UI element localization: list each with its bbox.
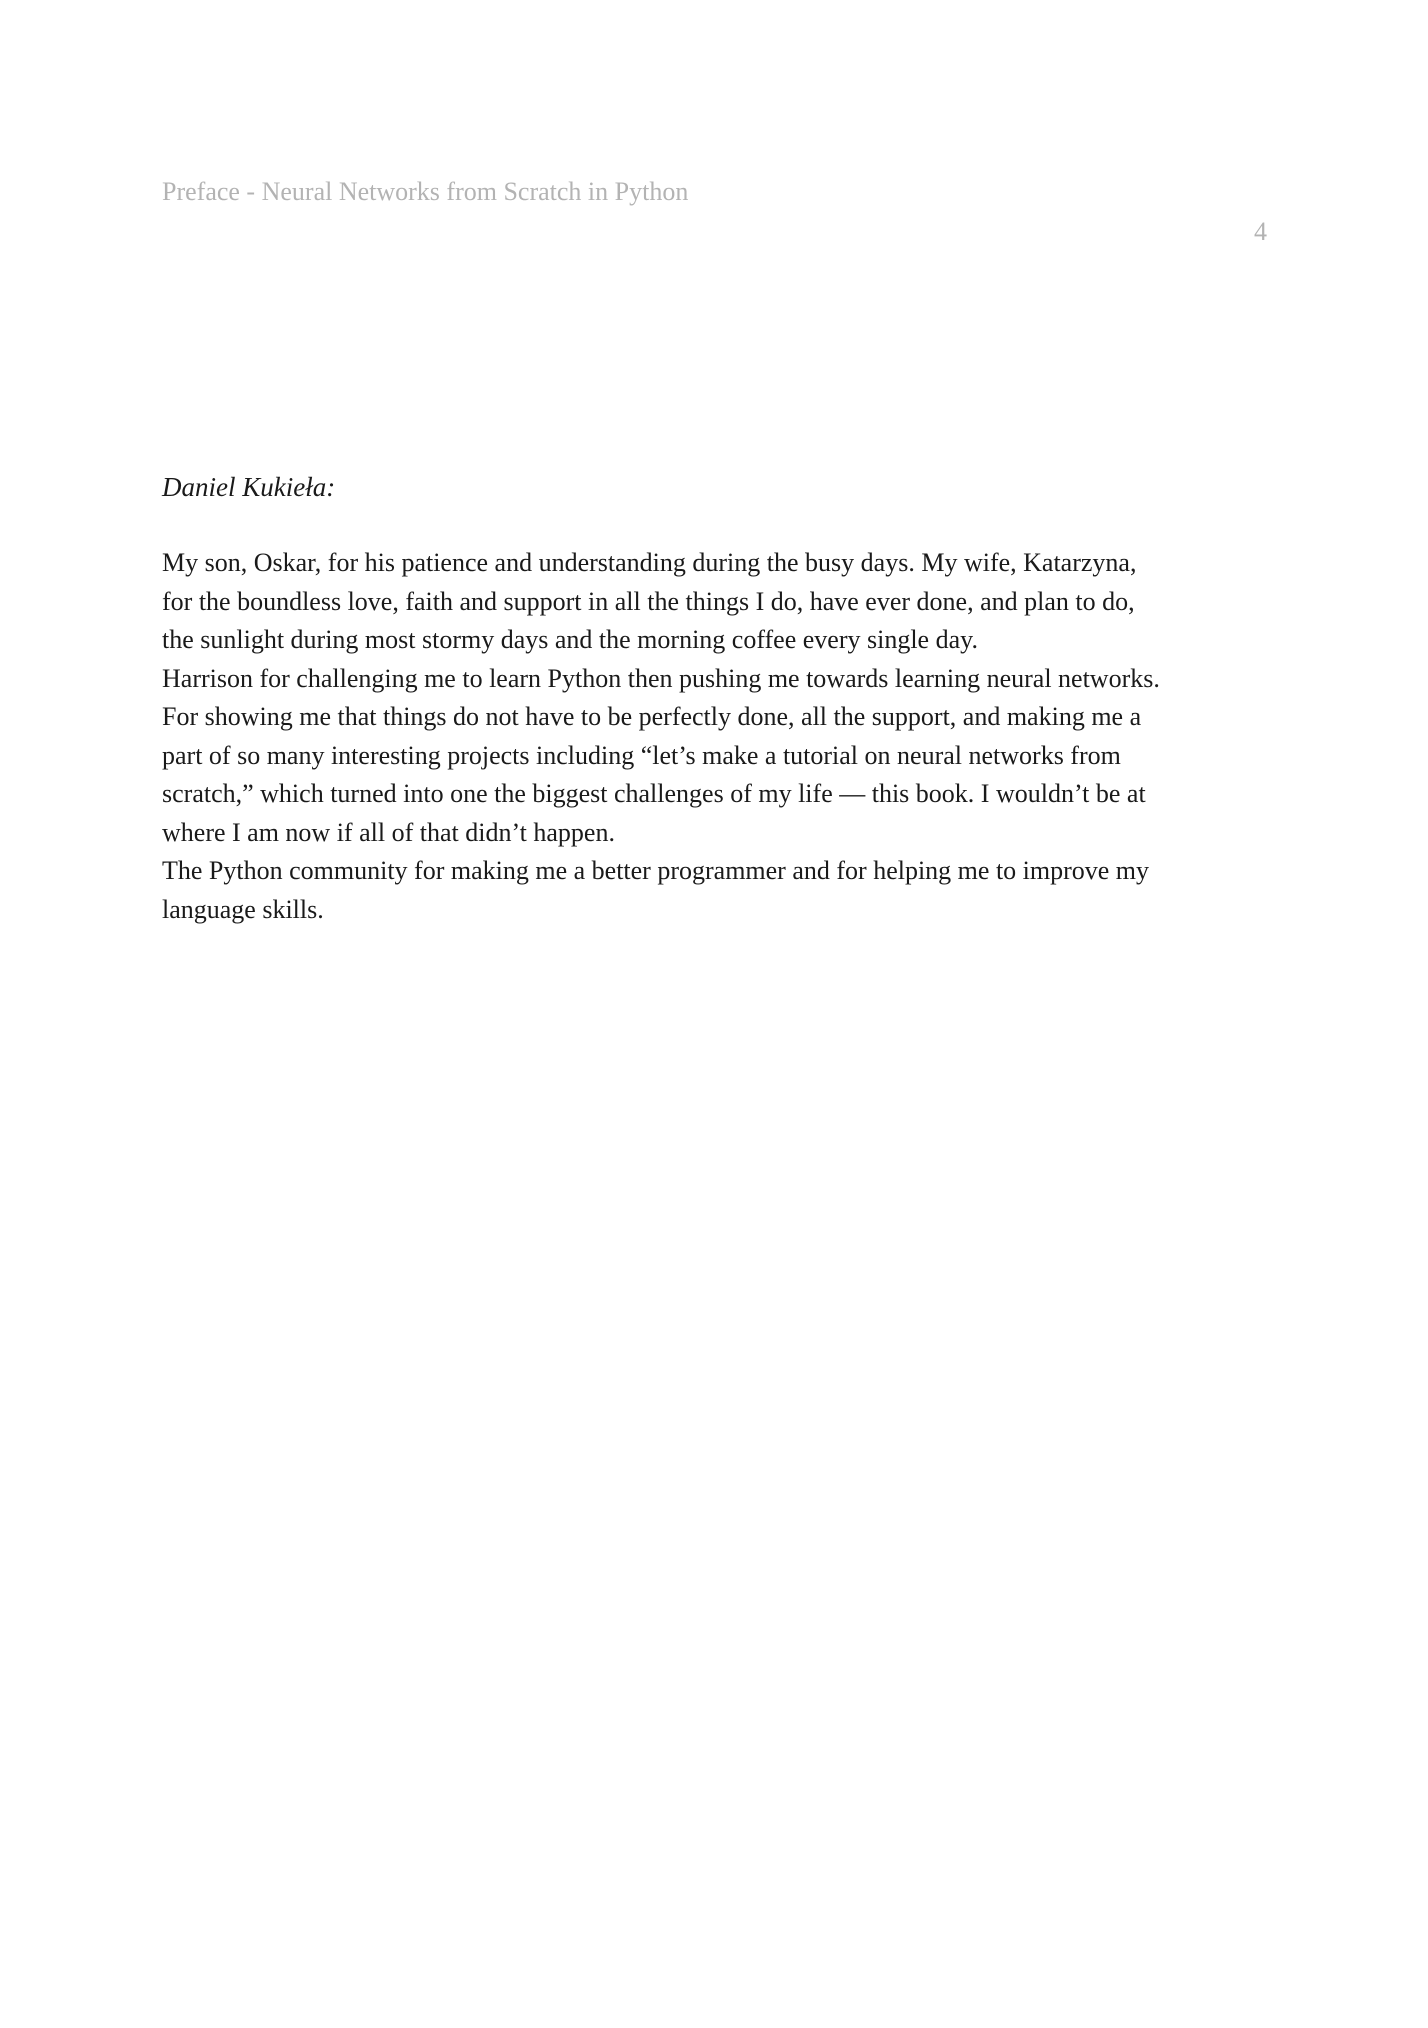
- text-line: language skills.: [162, 894, 324, 924]
- text-line: scratch,” which turned into one the biggest challenges of my life — this book. I wouldn’t be at: [162, 779, 1146, 808]
- author-heading: Daniel Kukieła:: [162, 472, 336, 502]
- text-line: part of so many interesting projects including “let’s make a tutorial on neural networks from: [162, 740, 1121, 770]
- text-line: My son, Oskar, for his patience and understanding during the busy days. My wife, Katarzyna,: [162, 548, 1137, 577]
- text-line: The Python community for making me a better programmer and for helping me to improve my: [162, 856, 1150, 885]
- running-title: Preface - Neural Networks from Scratch in Python: [162, 177, 689, 206]
- acknowledgement-text: [162, 544, 1272, 929]
- text-line: the sunlight during most stormy days and the morning coffee every single day.: [162, 625, 978, 654]
- text-line: Harrison for challenging me to learn Python then pushing me towards learning neural networks.: [162, 663, 1160, 693]
- page-number: 4: [1254, 217, 1267, 246]
- text-line: For showing me that things do not have to be perfectly done, all the support, and making me a: [162, 702, 1142, 731]
- text-line: for the boundless love, faith and support in all the things I do, have ever done, and plan to do,: [162, 586, 1135, 616]
- text-line: where I am now if all of that didn’t happen.: [162, 817, 615, 847]
